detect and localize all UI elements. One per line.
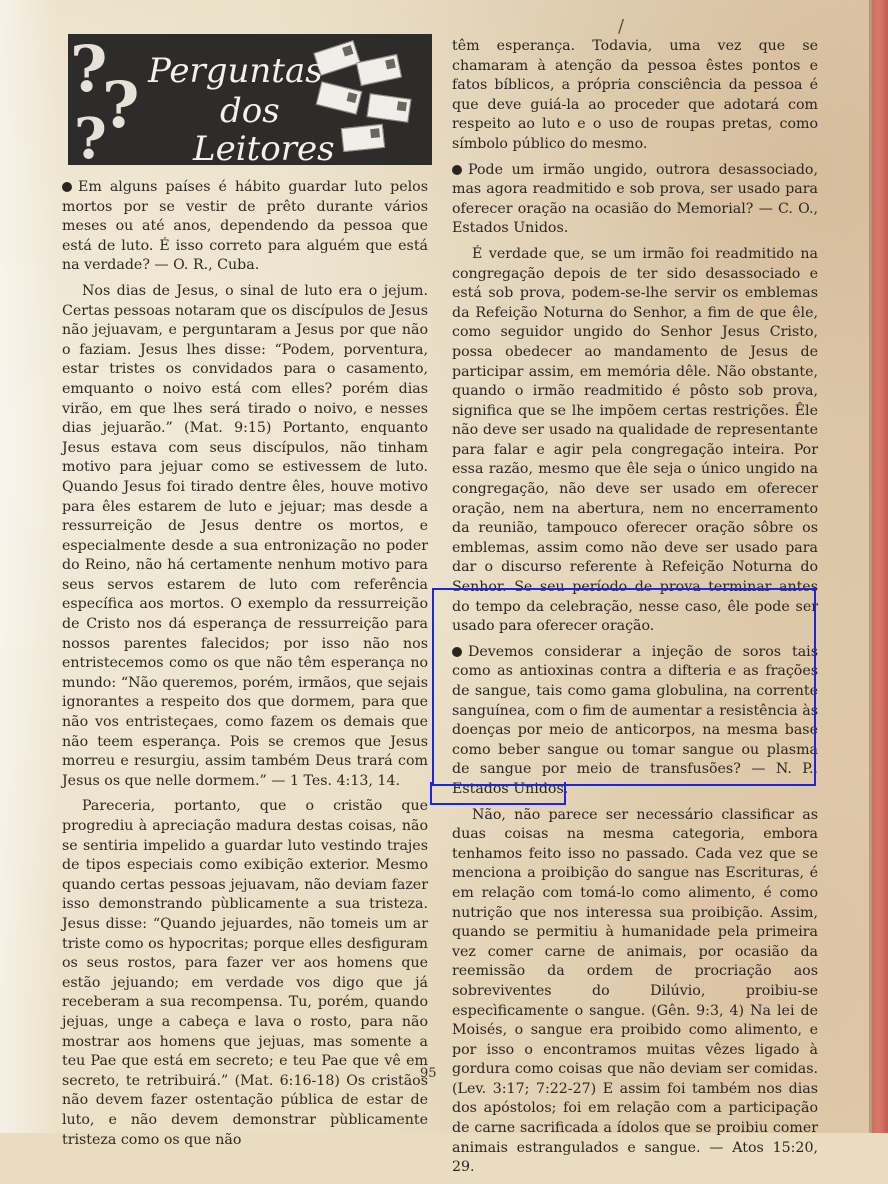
- left-column: [62, 178, 428, 1156]
- right-column: [452, 37, 818, 1184]
- answer-paragraph: Pareceria, portanto, que o cristão que progrediu à apreciação madura destas coisas, não se sentiria impelido a guardar luto vestindo trajes de tipos especiais como exibição exterior. Mesmo quando certas pessoas jejuavam, não deviam fazer isso demonstrando pùblicamente a sua tristeza. Jesus disse: “Quando jejuardes, não tomeis um ar triste como os hypocritas; porque elles desfiguram os seus rostos, para fazer ver aos homens que estão jejuando; em verdade vos digo que já receberam a sua recompensa. Tu, porém, quando jejuas, unge a cabeça e lava o rosto, para não mostrar aos homens que jejuas, mas somente a teu Pae que está em secreto; e teu Pae que vê em secreto, te retribuirá.” (Mat. 6:16-18) Os cristãos não devem fazer ostentação pública de estar de luto, e não devem demonstrar pùblicamente tristeza como os que não: [62, 798, 428, 1148]
- question-mark-icon: ?: [74, 106, 107, 165]
- answer-paragraph: É verdade que, se um irmão foi readmitido na congregação depois de ter sido desassociado e está sob prova, podem-se-lhe servir os emblemas da Refeição Noturna do Senhor, a fim de que êle, como seguidor ungido do Senhor Jesus Cristo, possa obedecer ao mandamento de Jesus de participar assim, em memória dêle. Não obstante, quando o irmão readmitido é pôsto sob prova, significa que se lhe impõem certas restrições. Êle não deve ser usado na qualidade de representante para falar e agir pela congregação inteira. Por essa razão, mesmo que êle seja o único ungido na congregação, não deve ser usado em oferecer oração, nem na abertura, nem no encerramento da reunião, tampouco oferecer oração sôbre os emblemas, assim como não deve ser usado para dar o discurso referente à Refeição Noturna do Senhor. Se seu período de prova terminar antes do tempo da celebração, nesse caso, êle pode ser usado para oferecer oração.: [452, 245, 818, 635]
- red-page-edge: [872, 0, 888, 1133]
- question-paragraph: [452, 161, 818, 239]
- bullet-icon: [452, 165, 462, 175]
- question-mark-icon: ?: [102, 68, 140, 143]
- banner-title-line-1: Perguntas: [148, 51, 323, 91]
- bullet-icon: [62, 182, 72, 192]
- page-number: 95: [420, 1066, 437, 1081]
- question-text: Em alguns países é hábito guardar luto pelos mortos por se vestir de prêto durante vários meses ou até anos, dependendo da pessoa que está de luto. É isso correto para alguém que está na verdade? — O. R., Cuba.: [62, 179, 428, 274]
- answer-paragraph: Nos dias de Jesus, o sinal de luto era o jejum. Certas pessoas notaram que os discípulos de Jesus não jejuavam, e perguntaram a Jesus por que não o faziam. Jesus lhes disse: “Podem, porventura, estar tristes os convidados para o casamento, emquanto o noivo está com elles? porém dias virão, em que lhes será tirado o noivo, e nesses dias jejuarão.” (Mat. 9:15) Portanto, enquanto Jesus estava com seus discípulos, não tinham motivo para jejuar como se estivessem de luto. Quando Jesus foi tirado dentre êles, houve motivo para êles estarem de luto e jejuar; mas desde a ressurreição de Jesus dentre os mortos, e especialmente desde a sua entronização no poder do Reino, não há certamente nenhum motivo para seus servos estarem de luto com referência específica aos mortos. O exemplo da ressurreição de Cristo nos dá esperança de ressurreição para nossos parentes falecidos; por isso não nos entristecemos como os que não têm esperança no mundo: “Não queremos, porém, irmãos, que sejais ignorantes a respeito dos que dormem, para que não vos entristeçaes, como fazem os demais que não teem esperança. Pois se cremos que Jesus morreu e resurgiu, assim também Deus trará com Jesus os que nelle dormem.” — 1 Tes. 4:13, 14.: [62, 282, 428, 789]
- envelope-icon: [341, 124, 385, 152]
- question-mark-icon: ?: [70, 34, 108, 107]
- highlighted-answer-paragraph[interactable]: Não, não parece ser necessário classificar as duas coisas na mesma categoria, embora tenhamos feito isso no passado. Cada vez que se menciona a proibição do sangue nas Escrituras, é em relação com tomá-lo como alimento, é como nutrição que nos interessa sua proibição. Assim, quando se permitiu à humanidade pela primeira vez comer carne de animais, por ocasião da reemissão da ordem de procriação aos sobreviventes do Dilúvio, proibiu-se especìficamente o sangue. (Gên. 9:3, 4) Na lei de Moisés, o sangue era proibido como alimento, e por isso o encontramos muitas vêzes ligado à gordura como coisas que não deviam ser comidas. (Lev. 3:17; 7:22-27) E assim foi também nos dias dos apóstolos; foi em relação com a participação de carne sacrificada a ídolos que se proibiu comer animais estrangulados e sangue. — Atos 15:20, 29.: [452, 806, 818, 1176]
- page-edge-shadow: [869, 0, 872, 1133]
- bullet-icon: [452, 647, 462, 657]
- banner-title-line-2: dos: [220, 91, 280, 131]
- envelope-icon: [356, 54, 402, 86]
- continued-paragraph: têm esperança. Todavia, uma vez que se chamaram à atenção da pessoa êstes pontos e fatos bíblicos, a própria consciência da pessoa é que deve guiá-la ao proceder que adotará com respeito ao luto e o uso de roupas pretas, como símbolo público do mesmo.: [452, 38, 818, 152]
- banner-title-line-3: Leitores: [193, 129, 335, 165]
- question-paragraph: [62, 178, 428, 276]
- question-text: Devemos considerar a injeção de soros tais como as antioxinas contra a difteria e as frações de sangue, tais como gama globulina, na corrente sanguínea, com o fim de aumentar a resistência às doenças por meio de anticorpos, na mesma base como beber sangue ou tomar sangue ou plasma de sangue por meio de transfusões? — N. P., Estados Unidos.: [452, 643, 818, 797]
- highlighted-question-paragraph[interactable]: [452, 643, 818, 800]
- stray-mark: /: [618, 16, 625, 37]
- question-text: Pode um irmão ungido, outrora desassociado, mas agora readmitido e sob prova, ser usado para oferecer oração na ocasião do Memorial? — C. O., Estados Unidos.: [452, 161, 818, 237]
- section-banner: [68, 34, 432, 165]
- page-fade: [0, 0, 60, 1133]
- envelope-icon: [367, 93, 412, 123]
